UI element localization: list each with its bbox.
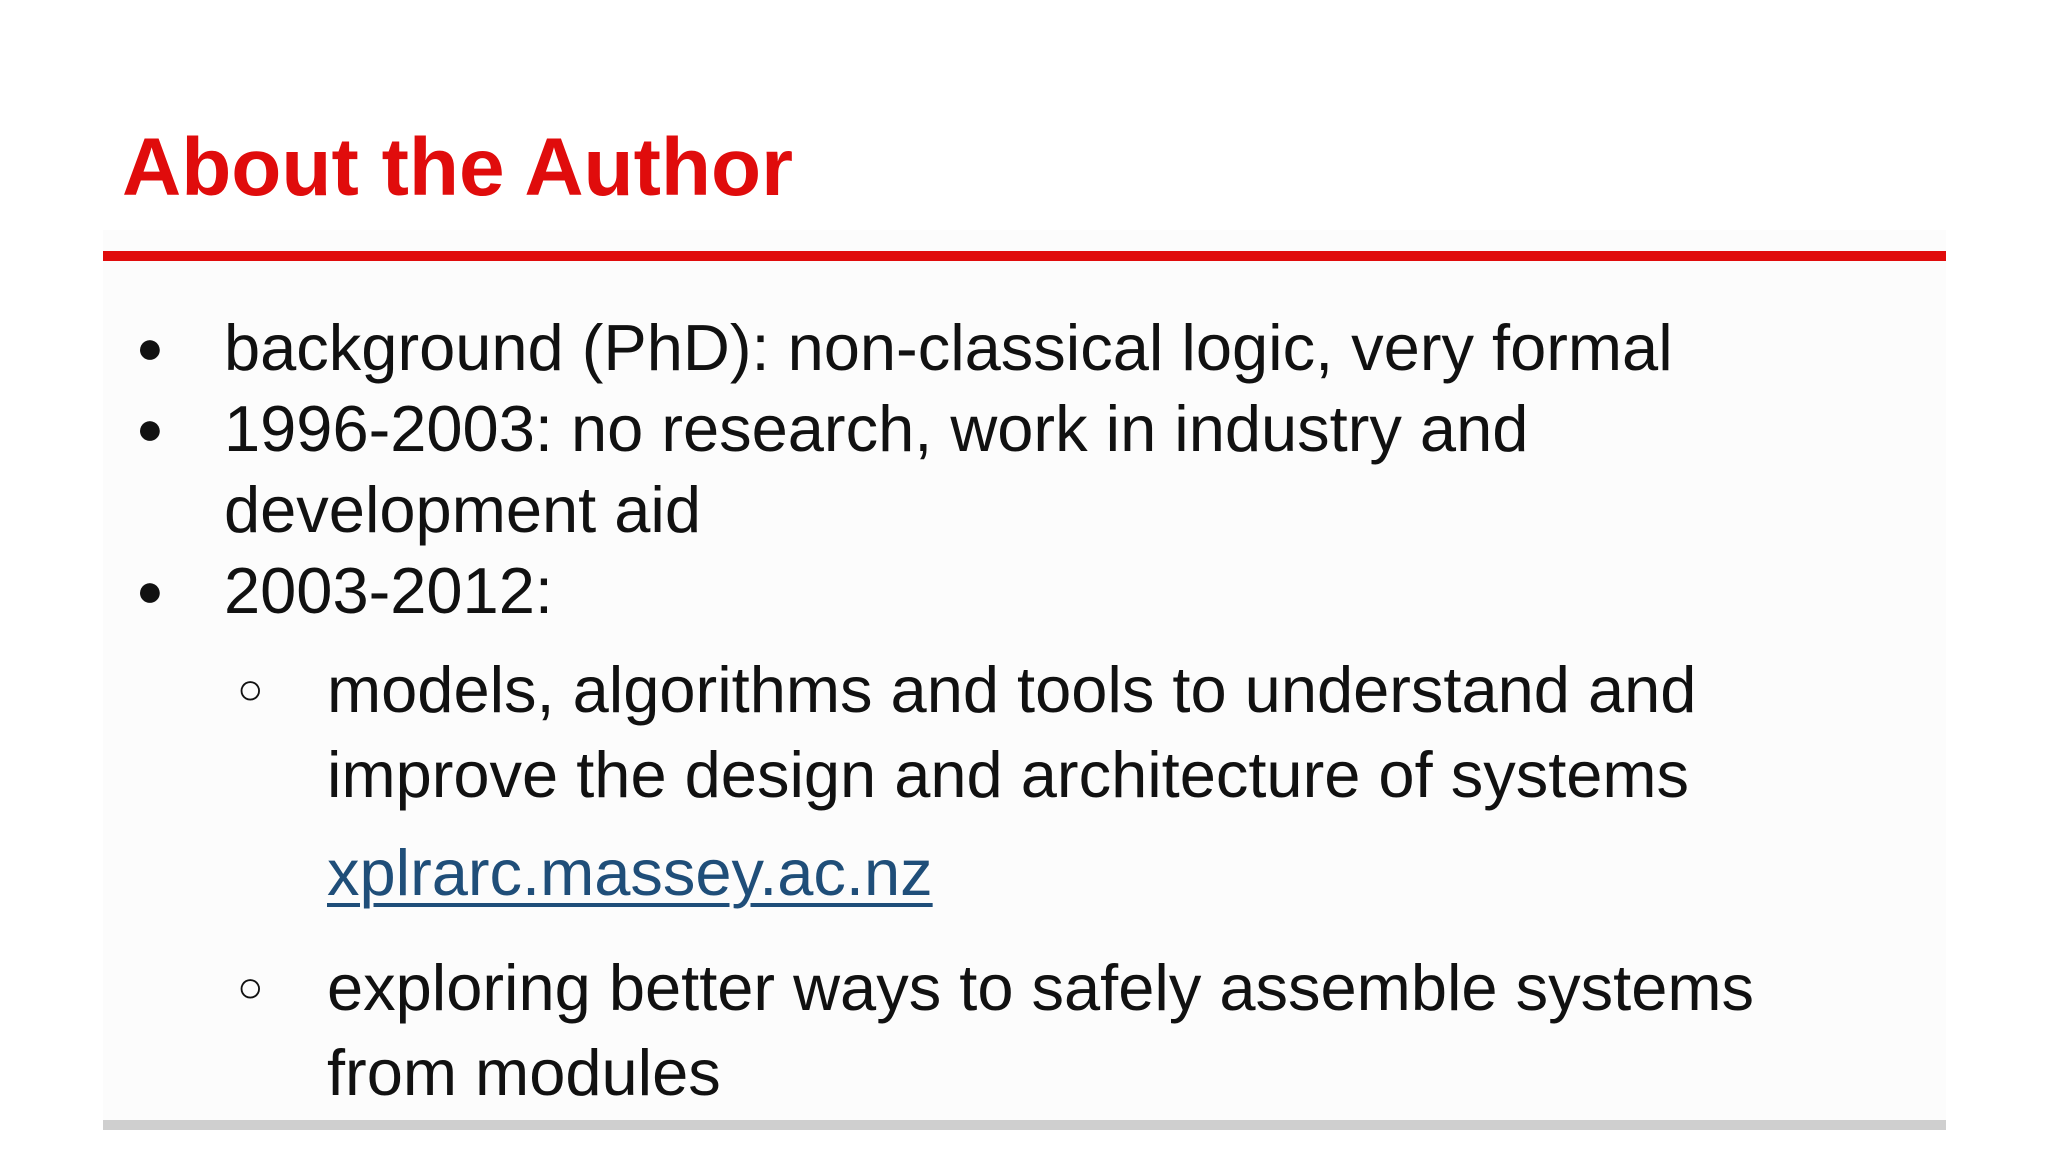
bullet-text-background: background (PhD): non-classical logic, very formal	[224, 311, 1673, 384]
xplrarc-link[interactable]: xplrarc.massey.ac.nz	[327, 836, 933, 909]
filled-bullet-icon: ●	[136, 564, 164, 616]
sub-bullet-text-modules-line2: from modules	[327, 1036, 721, 1109]
slide-title: About the Author	[122, 122, 794, 213]
bullet-text-industry-line2: development aid	[224, 473, 701, 546]
bullet-text-industry-line1: 1996-2003: no research, work in industry and	[224, 392, 1529, 465]
sub-bullet-text-models-line2: improve the design and architecture of systems	[327, 738, 1690, 811]
title-underline-rule	[103, 251, 1946, 261]
hollow-bullet-icon: ○	[237, 963, 264, 1012]
bottom-rule	[103, 1120, 1946, 1130]
filled-bullet-icon: ●	[136, 321, 164, 373]
bullet-text-research-period: 2003-2012:	[224, 554, 553, 627]
sub-bullet-text-models-line1: models, algorithms and tools to understand and	[327, 653, 1697, 726]
filled-bullet-icon: ●	[136, 402, 164, 454]
sub-bullet-text-modules-line1: exploring better ways to safely assemble systems	[327, 951, 1754, 1024]
hollow-bullet-icon: ○	[237, 665, 264, 714]
